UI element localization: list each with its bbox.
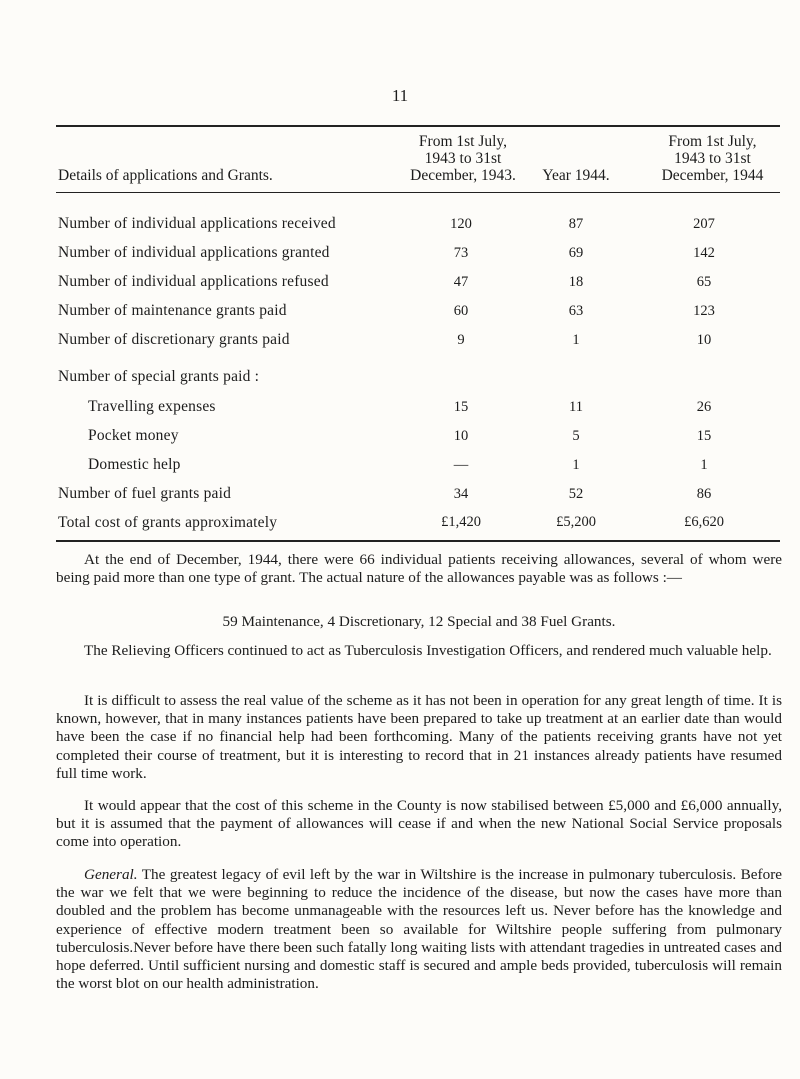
- header-details: Details of applications and Grants.: [58, 167, 273, 184]
- cell-1943: 73: [453, 245, 469, 261]
- row-label: Number of individual applications refused: [58, 273, 329, 290]
- header-col1-line2: 1943 to 31st: [424, 150, 502, 167]
- cell-1944: £5,200: [556, 514, 596, 530]
- row-label: Travelling expenses: [88, 398, 216, 415]
- row-label: Pocket money: [88, 427, 179, 444]
- cell-1943: —: [453, 457, 469, 473]
- cell-1943: 9: [457, 332, 465, 348]
- row-label: Number of discretionary grants paid: [58, 331, 290, 348]
- cell-1943: 34: [453, 486, 469, 502]
- row-label: Total cost of grants approximately: [58, 514, 278, 531]
- row-label: Number of maintenance grants paid: [58, 302, 287, 319]
- header-col2: Year 1944.: [542, 167, 610, 184]
- header-col3: [640, 133, 785, 184]
- general-text: The greatest legacy of evil left by the war in Wiltshire is the increase in pulmonary tuberculosis. Before the war we felt that we were beginning to reduce the incidence of the disease, but now the cases have more than doubled and the problem has become unmanageable with the resources left us. Never before has the knowledge and experience of effective modern treatment been so available for Wiltshire people suffering from pulmonary tuberculosis.Never before have there been such fatally long waiting lists with attendant tragedies in untreated cases and hope deferred. Until sufficient nursing and domestic staff is secured and ample beds provided, tuberculosis will remain the worst blot on our health administration.: [56, 866, 783, 993]
- paragraph-scheme-cost: It would appear that the cost of this scheme in the County is now stabilised between £5,000 and £6,000 annually, but it is assumed that the payment of allowances will cease if and when the new National Social Service proposals come into operation.: [56, 797, 782, 851]
- cell-1944: 11: [569, 399, 583, 415]
- row-label: Number of individual applications received: [58, 215, 336, 232]
- cell-total: 142: [693, 245, 715, 261]
- cell-1944: 5: [572, 428, 580, 444]
- cell-1944: 18: [568, 274, 584, 290]
- cell-1943: 60: [453, 303, 469, 319]
- header-col3-line2: 1943 to 31st: [674, 150, 751, 167]
- paragraph-general: [56, 866, 782, 993]
- paragraph-grant-counts: 59 Maintenance, 4 Discretionary, 12 Special and 38 Fuel Grants.: [222, 613, 616, 630]
- cell-1943: 47: [453, 274, 469, 290]
- header-col3-line1: From 1st July,: [668, 133, 757, 150]
- cell-1944: 1: [572, 457, 580, 473]
- row-label: Number of individual applications granted: [58, 244, 330, 261]
- cell-total: 15: [696, 428, 712, 444]
- cell-total: 10: [696, 332, 712, 348]
- cell-total: 1: [700, 457, 708, 473]
- cell-1943: 120: [450, 216, 472, 232]
- header-col3-line3: December, 1944: [661, 167, 764, 184]
- row-label: Number of fuel grants paid: [58, 485, 232, 502]
- cell-total: 123: [693, 303, 715, 319]
- cell-total: 86: [696, 486, 712, 502]
- row-label: Number of special grants paid :: [58, 368, 260, 385]
- header-col1-line1: From 1st July,: [418, 133, 508, 150]
- cell-total: £6,620: [684, 514, 724, 530]
- page-number: 11: [391, 86, 409, 105]
- header-col1-line3: December, 1943.: [410, 167, 516, 184]
- cell-total: 65: [696, 274, 712, 290]
- cell-1944: 63: [568, 303, 584, 319]
- cell-1943: 10: [453, 428, 469, 444]
- cell-1944: 1: [572, 332, 580, 348]
- cell-1944: 52: [568, 486, 584, 502]
- general-heading: General.: [84, 866, 138, 883]
- table-bottom-rule: [56, 540, 780, 542]
- paragraph-scheme-value: It is difficult to assess the real value of the scheme as it has not been in operation for any great length of time. It is known, however, that in many instances patients have been prepared to take up treatment at an earlier date than would have been the case if no financial help had been forthcoming. Many of the patients receiving grants have not yet completed their course of treatment, but it is interesting to record that in 21 instances already patients have resumed full time work.: [56, 692, 782, 782]
- cell-1944: 69: [568, 245, 584, 261]
- cell-1944: 87: [568, 216, 584, 232]
- row-label: Domestic help: [88, 456, 181, 473]
- cell-1943: 15: [453, 399, 469, 415]
- cell-total: 26: [696, 399, 712, 415]
- header-bottom-rule: [56, 192, 780, 193]
- paragraph-relieving-officers: The Relieving Officers continued to act as Tuberculosis Investigation Officers, and rendered much valuable help.: [84, 642, 772, 659]
- cell-1943: £1,420: [441, 514, 481, 530]
- table-top-rule: [56, 125, 780, 127]
- paragraph-allowances: At the end of December, 1944, there were 66 individual patients receiving allowances, several of whom were being paid more than one type of grant. The actual nature of the allowances payable was as follows :—: [56, 551, 782, 587]
- cell-total: 207: [693, 216, 715, 232]
